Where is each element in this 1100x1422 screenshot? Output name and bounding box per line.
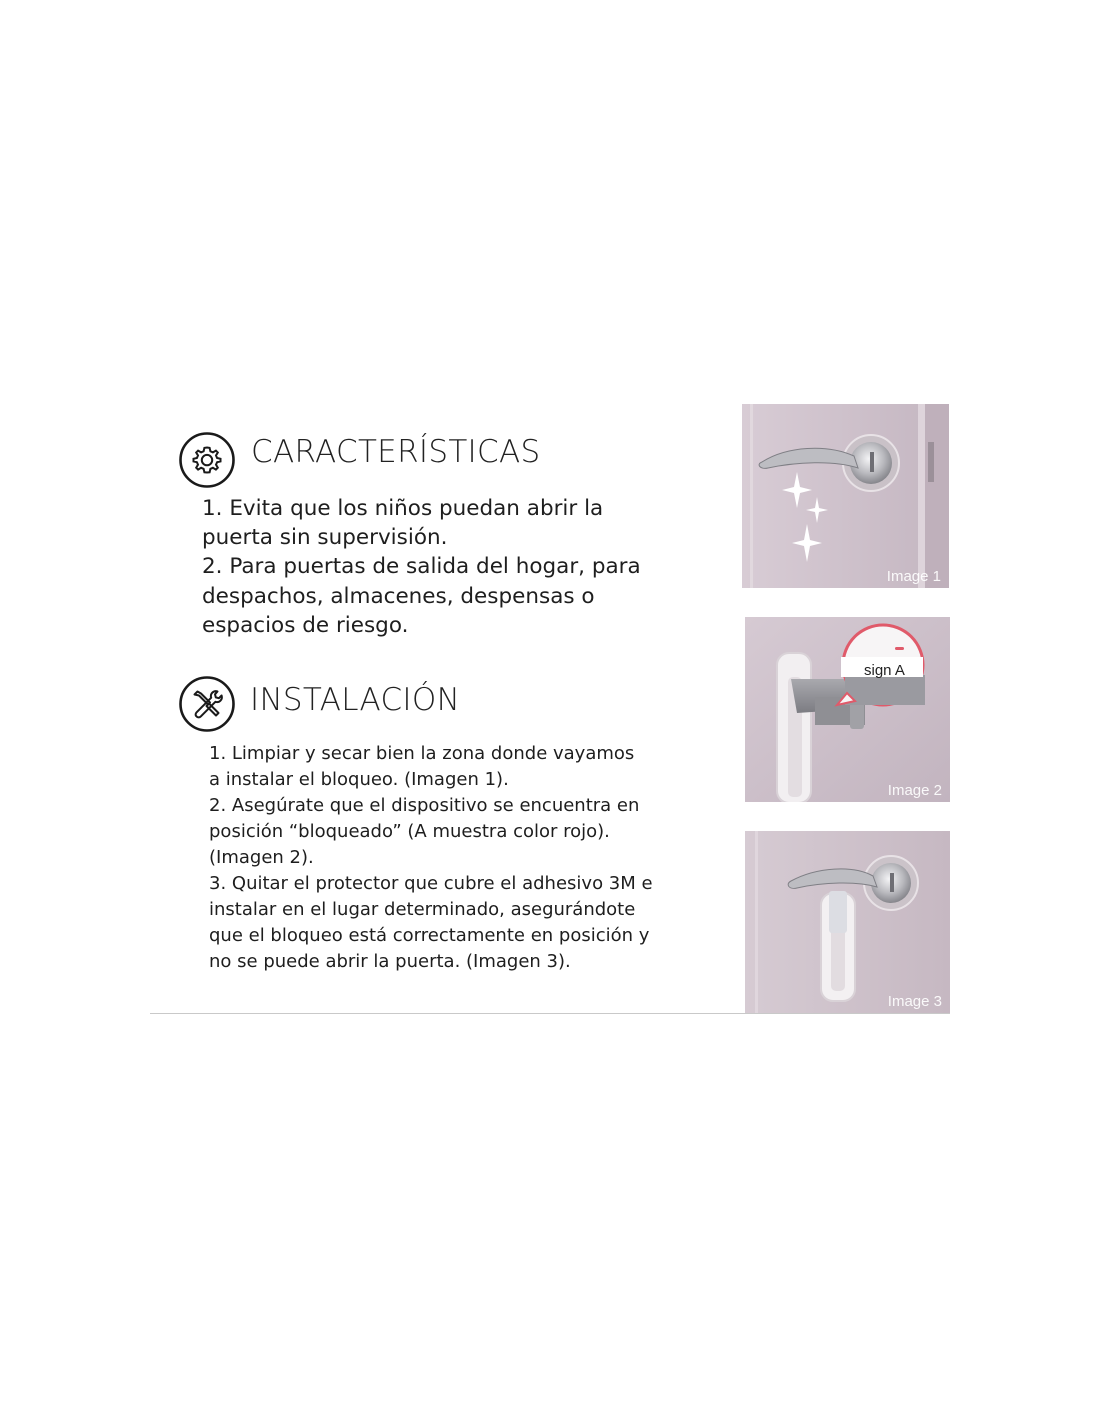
image-2-label: Image 2 [887,782,942,799]
bottom-divider [150,1013,950,1014]
installation-line: no se puede abrir la puerta. (Imagen 3). [209,951,571,972]
installation-list [209,741,653,975]
features-line: 1. Evita que los niños puedan abrir la [202,496,604,521]
installation-line: 1. Limpiar y secar bien la zona donde vayamos [209,743,635,764]
sign-a-callout: sign A [864,662,905,679]
tools-icon [178,675,236,733]
installation-line: 2. Asegúrate que el dispositivo se encuentra en [209,795,640,816]
image-2-lock-detail-photo [745,617,950,802]
features-line: puerta sin supervisión. [202,525,448,551]
installation-line: (Imagen 2). [209,847,314,868]
installation-line: instalar en el lugar determinado, asegurándote [209,899,636,920]
installation-line: que el bloqueo está correctamente en posición y [209,925,650,946]
features-title: CARACTERÍSTICAS [251,434,541,470]
installation-line: 3. Quitar el protector que cubre el adhesivo 3M e [209,873,653,894]
image-3-installed-lock-photo [745,831,950,1013]
installation-line: a instalar el bloqueo. (Imagen 1). [209,769,509,790]
gear-icon [178,431,236,489]
image-1-label: Image 1 [886,568,941,585]
image-1-door-handle-photo [742,404,949,588]
image-3-label: Image 3 [887,993,942,1010]
installation-title: INSTALACIÓN [250,682,461,718]
installation-line: posición “bloqueado” (A muestra color rojo). [209,821,610,842]
features-line: 2. Para puertas de salida del hogar, para [202,554,641,580]
features-list [202,494,641,640]
features-line: despachos, almacenes, despensas o [202,583,595,609]
features-line: espacios de riesgo. [202,612,409,638]
